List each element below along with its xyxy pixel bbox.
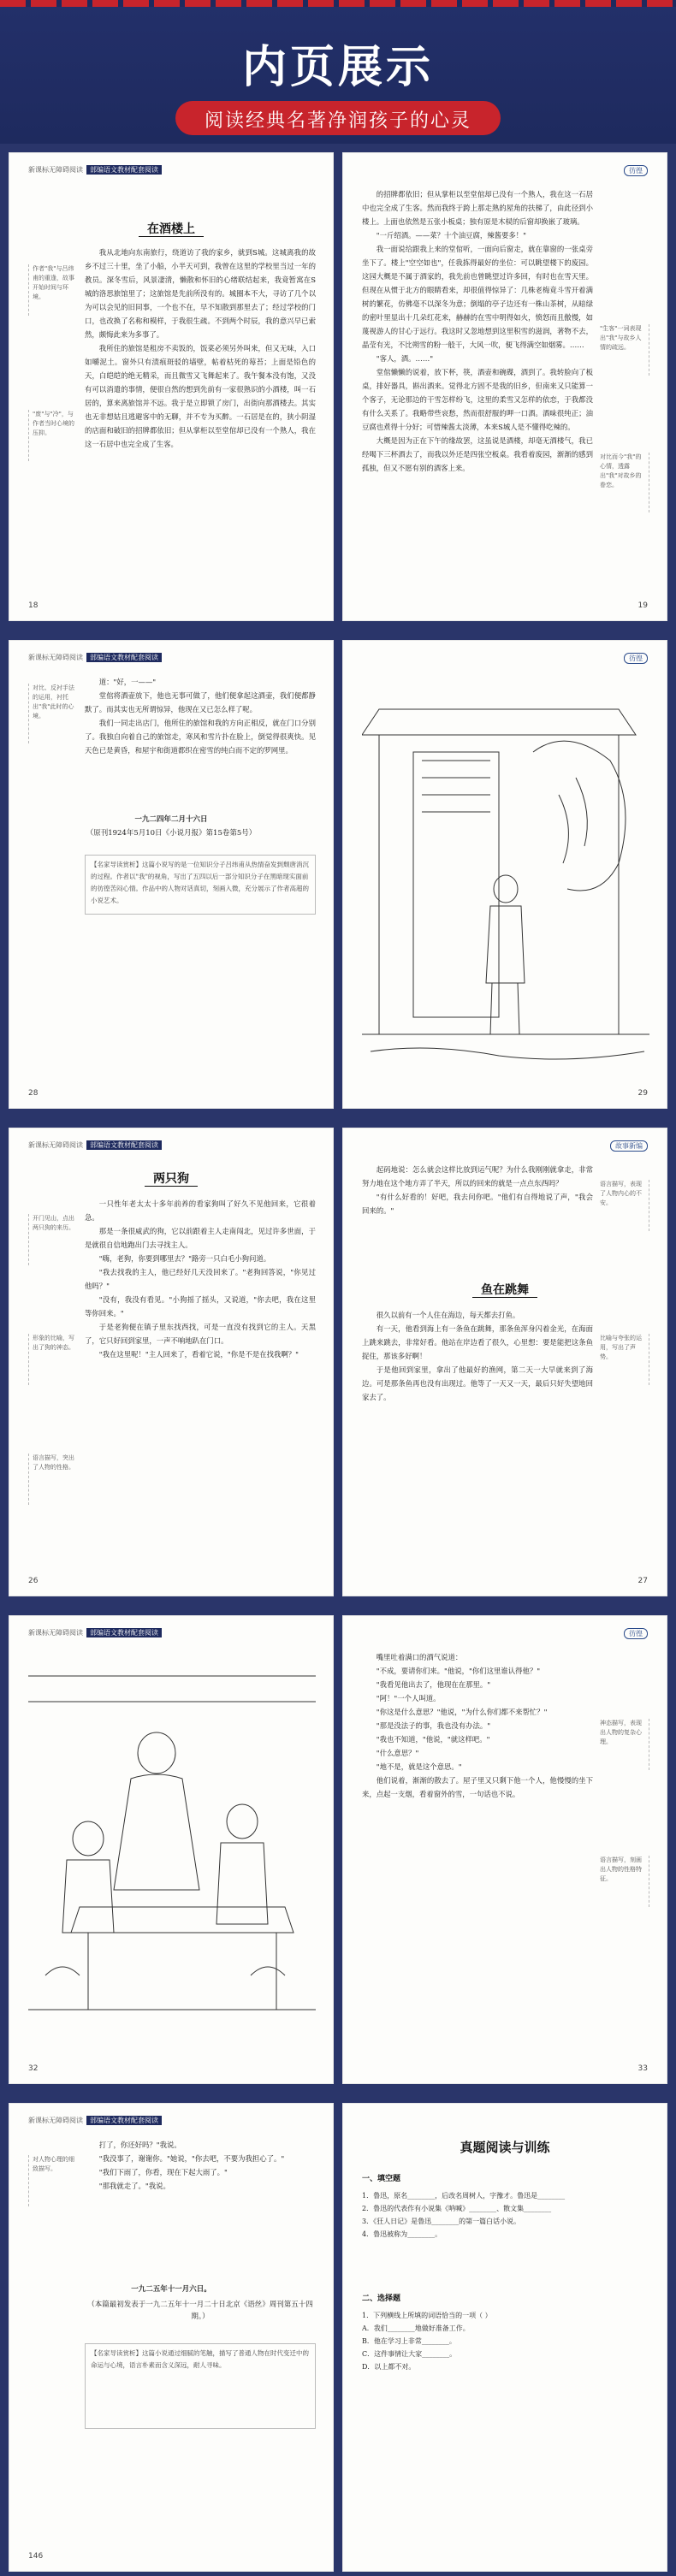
running-head: 彷徨 xyxy=(624,653,648,664)
reading-guide-box: 【名家导读赏析】这篇小说写的是一位知识分子吕纬甫从热情奋发到颓唐消沉的过程。作者以"我"的视角，写出了五四以后一部分知识分子在黑暗现实面前的彷徨苦闷心情。作品中的人物对话真切，刻画入微，充分展示了作者高超的小说艺术。 xyxy=(85,855,316,915)
banner-stripe xyxy=(0,0,676,7)
page-number: 146 xyxy=(28,2552,44,2561)
paragraph: 的招牌都依旧；但从掌柜以至堂倌却已没有一个熟人，我在这一石居中也完全成了生客。然而我终于跨上那走熟的屋角的扶梯了，由此径到小楼上。上面也依然是五张小板桌；独有原是木棂的后窗却换嵌了玻璃。 xyxy=(362,190,593,226)
exercise-page xyxy=(342,2103,667,2572)
option: D．以上都不对。 xyxy=(362,2363,416,2371)
paragraph: 堂倌将酒壶放下，他也无事可做了，他们便拿起这酒壶，我们便都静默了。而其实也无所谓惊异，他现在又已怎么样了呢。 xyxy=(85,691,316,714)
paragraph: 一只性年老太太十多年前养的看家狗叫了好久不见他回来，它很着急。 xyxy=(85,1199,316,1222)
book-page-32-illustration xyxy=(9,1615,334,2084)
margin-note: "废"与"冷"，与作者当时心境的压抑。 xyxy=(28,410,78,461)
reading-guide-box: 【名家导读赏析】这篇小说通过细腻的笔触，描写了普通人物在时代变迁中的命运与心境，语言朴素而含义深远，耐人寻味。 xyxy=(85,2343,316,2429)
question: 2．鲁迅的代表作有小说集《呐喊》________、散文集________ xyxy=(362,2205,552,2212)
paragraph: 于是老狗便在镇子里东找西找，可是一直没有找到它的主人。天黑了，它只好回到家里，一声不响地趴在门口。 xyxy=(85,1323,316,1345)
body-text xyxy=(85,246,316,588)
question: 3．《狂人日记》是鲁迅________的第一篇白话小说。 xyxy=(362,2218,521,2225)
exercise-questions xyxy=(362,2189,649,2241)
paragraph: "没有，我没有看见。"小狗摇了摇头，又说道，"你去吧，我在这里等你回来。" xyxy=(85,1295,316,1318)
paragraph: 我们一同走出店门，他所住的旅馆和我的方向正相反，就在门口分别了。我独自向着自己的旅馆走，寒风和雪片扑在脸上，倒觉得很爽快。见天色已是黄昏，和屋宇和街道都织在密雪的纯白而不定的罗网里。 xyxy=(85,719,316,755)
paragraph: 起码地说：怎么就会这样比放到运气呢？为什么我刚刚就拿走，非常努力地在这个地方弄了半天，所以的回来的就是一点点东西吗？ xyxy=(362,1165,593,1187)
margin-note: 语言描写，突出了人物的性格。 xyxy=(28,1454,78,1505)
exercise-title: 真题阅读与训练 xyxy=(460,2140,550,2155)
body-text xyxy=(85,1197,316,1565)
line-drawing xyxy=(28,1650,316,2044)
body-text xyxy=(362,187,593,589)
paragraph: "不成，要请你们来。"他说，"你们这里谁认得他？" xyxy=(376,1667,541,1675)
paragraph: "一斤绍酒。——菜？十个油豆腐，辣酱要多！" xyxy=(376,231,526,240)
margin-note: 对人物心理的细致描写。 xyxy=(28,2155,78,2206)
section-heading: 一、填空题 xyxy=(362,2175,401,2183)
paragraph: "我去找我的主人，他已经好几天没回来了。"老狗回答说，"你见过他吗？" xyxy=(85,1268,316,1290)
paragraph: "什么意思？" xyxy=(376,1749,419,1757)
margin-note: 对比、反衬手法的运用，衬托出"我"此时的心境。 xyxy=(28,684,78,743)
question: 4．鲁迅被称为________。 xyxy=(362,2230,442,2238)
running-head: 新课标无障碍阅读 部编语文教材配套阅读 xyxy=(28,653,162,662)
paragraph: "嗨，老狗，你要到哪里去？"路旁一只白毛小狗问道。 xyxy=(98,1254,271,1263)
body-text xyxy=(362,1308,593,1565)
paragraph: "有什么好看的！好吧，我去问你吧。"他们有自得地说了声，"我会回来的。" xyxy=(362,1193,593,1215)
body-text xyxy=(85,675,316,803)
paragraph: 打了，你还好吗？"我说。 xyxy=(98,2141,181,2149)
page-number: 18 xyxy=(28,601,39,610)
question: 1．下列横线上所填的词语恰当的一项（ ） xyxy=(362,2312,492,2319)
paragraph: 于是他回到家里，拿出了他最好的渔网，第二天一大早就来到了海边。可是那条鱼再也没有出现过。他等了一天又一天，最后只好失望地回家去了。 xyxy=(362,1365,593,1401)
paragraph: 大概是因为正在下午的缘故罢，这虽说是酒楼，却毫无酒楼气，我已经喝下三杯酒去了，而我以外还是四张空板桌。我看着废园，渐渐的感到孤独，但又不愿有别的酒客上来。 xyxy=(362,436,593,472)
book-page-18 xyxy=(9,152,334,621)
paragraph: 我一面说给跟我上来的堂倌听，一面向后窗走，就在靠窗的一张桌旁坐下了。楼上"空空如也"，任我拣得最好的坐位：可以眺望楼下的废园。这园大概是不属于酒家的，我先前也曾眺望过许多回，有时也在雪天里。但现在从惯于北方的眼睛看来，却很值得惊异了：几株老梅竟斗雪开着满树的繁花，仿佛毫不以深冬为意；倒塌的亭子边还有一株山茶树，从暗绿的密叶里显出十几朵红花来，赫赫的在雪中明得如火，愤怒而且傲慢，如蔑视游人的甘心于远行。我这时又忽地想到这里积雪的滋润，著物不去，晶莹有光，不比朔雪的粉一般干，大风一吹，便飞得满空如烟雾。…… xyxy=(362,245,593,349)
paragraph: 那是一条很威武的狗，它以前跟着主人走南闯北，见过许多世面，于是就很自信地跑出门去寻找主人。 xyxy=(85,1227,316,1249)
paragraph: 他们说着，渐渐的散去了。屋子里又只剩下他一个人，他慢慢的坐下来，点起一支烟，看着窗外的雪，一句话也不说。 xyxy=(362,1776,593,1798)
margin-note: "生客"一词表现出"我"与故乡人情的疏远。 xyxy=(600,324,649,376)
running-head: 新课标无障碍阅读 部编语文教材配套阅读 xyxy=(28,2116,162,2125)
paragraph: 嘴里吐着满口的酒气说道： xyxy=(376,1653,463,1661)
running-head: 新课标无障碍阅读 部编语文教材配套阅读 xyxy=(28,165,162,175)
paragraph: "地不是，就是这个意思。" xyxy=(376,1762,462,1771)
body-text xyxy=(85,2138,316,2266)
book-page-27 xyxy=(342,1128,667,1596)
margin-note: 语言描写，表现了人物内心的不安。 xyxy=(600,1180,649,1231)
paragraph: 有一天，他看到海上有一条鱼在跳舞，那条鱼浑身闪着金光，在海面上跳来跳去，非常好看。他站在岸边看了很久，心里想：要是能把这条鱼捉住，那该多好啊！ xyxy=(362,1324,593,1360)
book-page-28 xyxy=(9,640,334,1109)
book-page-146 xyxy=(9,2103,334,2572)
date-line: 一九二五年十一月六日。 xyxy=(131,2285,211,2294)
paragraph: "我没事了，谢谢你。"她说，"你去吧，不要为我担心了。" xyxy=(98,2154,285,2163)
paragraph: "那我就走了。"我说。 xyxy=(98,2182,170,2190)
banner-title: 内页展示 xyxy=(241,42,434,93)
running-head: 新课标无障碍阅读 部编语文教材配套阅读 xyxy=(28,1140,162,1150)
paragraph: "客人，酒。……" xyxy=(376,354,434,363)
page-number: 27 xyxy=(637,1577,648,1585)
book-page-33 xyxy=(342,1615,667,2084)
illustration-man-by-gate xyxy=(362,675,649,1069)
page-number: 32 xyxy=(28,2064,39,2073)
page-number: 26 xyxy=(28,1577,39,1585)
question: 1．鲁迅，原名________，后改名周树人，字豫才。鲁迅是________ xyxy=(362,2192,566,2200)
margin-note: 开门见山，点出两只狗的来历。 xyxy=(28,1214,78,1265)
illustration-tavern-scene xyxy=(28,1650,316,2044)
paragraph: 道："好，一——" xyxy=(98,678,157,686)
margin-note: 语言描写，刻画出人物的性格特征。 xyxy=(600,1856,649,1907)
paragraph: 我从北地向东南旅行，绕道访了我的家乡，就到S城。这城离我的故乡不过三十里，坐了小船，小半天可到，我曾在这里的学校里当过一年的教员。深冬雪后，风景凄清，懒散和怀旧的心绪联结起来，我竟暂寓在S城的洛思旅馆里了；这旅馆是先前所没有的。城圈本不大，寻访了几个以为可以会见的旧同事，一个也不在，早不知散到那里去了；经过学校的门口，也改换了名称和模样，于我很生疏。不到两个时辰，我的意兴早已索然，颇悔此来为多事了。 xyxy=(85,248,316,339)
body-text xyxy=(362,1163,593,1265)
option: C．这件事情让大家________。 xyxy=(362,2350,457,2358)
page-number: 29 xyxy=(637,1089,648,1098)
margin-note: 比喻与夸张的运用，写出了声势。 xyxy=(600,1334,649,1385)
line-drawing xyxy=(362,675,649,1069)
paragraph: "那是没法子的事，我也没有办法。" xyxy=(376,1721,491,1730)
margin-note: 神态描写，表现出人物的复杂心理。 xyxy=(600,1719,649,1770)
page-number: 28 xyxy=(28,1089,39,1098)
chapter-title: 鱼在跳舞 xyxy=(343,1281,667,1298)
option: A．我们________地做好准备工作。 xyxy=(362,2324,470,2332)
body-text xyxy=(362,1650,593,2052)
paragraph: "阿！"一个人叫道。 xyxy=(376,1694,441,1703)
book-page-29-illustration xyxy=(342,640,667,1109)
chapter-title: 在酒楼上 xyxy=(9,220,333,237)
margin-note: 作者"我"与吕纬甫的重逢，故事开始时间与环境。 xyxy=(28,264,78,316)
page-number: 33 xyxy=(637,2064,648,2073)
running-head: 彷徨 xyxy=(624,165,648,176)
margin-note: 形象的比喻，写出了狗的神态。 xyxy=(28,1334,78,1385)
paragraph: "我看见他出去了，他现在在那里。" xyxy=(376,1680,491,1689)
book-page-26 xyxy=(9,1128,334,1596)
paragraph: "你这是什么意思？"他说，"为什么你们都不来帮忙？" xyxy=(376,1708,548,1716)
exercise-questions xyxy=(362,2309,649,2373)
source-line: （本篇最初发表于一九二五年十一月二十日北京《语丝》周刊第五十四期。） xyxy=(87,2301,313,2321)
section-heading: 二、选择题 xyxy=(362,2295,401,2303)
running-head: 新课标无障碍阅读 部编语文教材配套阅读 xyxy=(28,1628,162,1637)
paragraph: 堂倌懒懒的说着，放下杯，筷，酒壶和碗碟，酒到了。我转脸向了板桌，排好器具，斟出酒来。觉得北方固不是我的旧乡，但南来又只能算一个客子，无论那边的干雪怎样纷飞，这里的柔雪又怎样的依恋，于我都没有什么关系了。我略带些哀愁，然而很舒服的呷一口酒。酒味很纯正；油豆腐也煮得十分好；可惜辣酱太淡薄，本来S城人是不懂得吃辣的。 xyxy=(362,368,593,431)
book-page-19 xyxy=(342,152,667,621)
source-line: （原刊1924年5月10日《小说月报》第15卷第5号） xyxy=(86,829,257,838)
paragraph: "我在这里呢！"主人回来了，看着它说，"你是不是在找我啊？" xyxy=(98,1350,299,1359)
paragraph: 我所住的旅馆是租房不卖饭的，饭菜必须另外叫来，但又无味，入口如嚼泥土。窗外只有渍痕斑驳的墙壁，帖着枯死的莓苔；上面是铅色的天，白皑皑的绝无精采，而且微雪又飞舞起来了。我午餐本没有饱，又没有可以消遣的事情，便很自然的想到先前有一家很熟识的小酒楼，叫一石居的，算来离旅馆并不远。我于是立即锁了房门，出街向那酒楼去。其实也无非想姑且逃避客中的无聊，并不专为买醉。一石居是在的，狭小阴湿的店面和破旧的招牌都依旧；但从掌柜以至堂倌却已没有一个熟人，我在这一石居中也完全成了生客。 xyxy=(85,344,316,448)
margin-note: 对比而今"我"的心情，透露出"我"对故乡的眷恋。 xyxy=(600,453,649,512)
chapter-title: 两只狗 xyxy=(9,1170,333,1187)
running-head: 故事新编 xyxy=(610,1140,648,1152)
paragraph: "我们下雨了，你看，现在下起大雨了。" xyxy=(98,2168,228,2176)
top-banner xyxy=(0,0,676,144)
banner-subtitle: 阅读经典名著净润孩子的心灵 xyxy=(204,110,471,132)
paragraph: 很久以前有一个人住在海边，每天都去打鱼。 xyxy=(376,1311,520,1319)
date-line: 一九二四年二月十六日 xyxy=(134,815,208,824)
option: B．他在学习上非常________。 xyxy=(362,2337,456,2345)
paragraph: "我也不知道，"他说，"就这样吧。" xyxy=(376,1735,490,1744)
page-number: 19 xyxy=(637,601,648,610)
running-head: 彷徨 xyxy=(624,1628,648,1639)
